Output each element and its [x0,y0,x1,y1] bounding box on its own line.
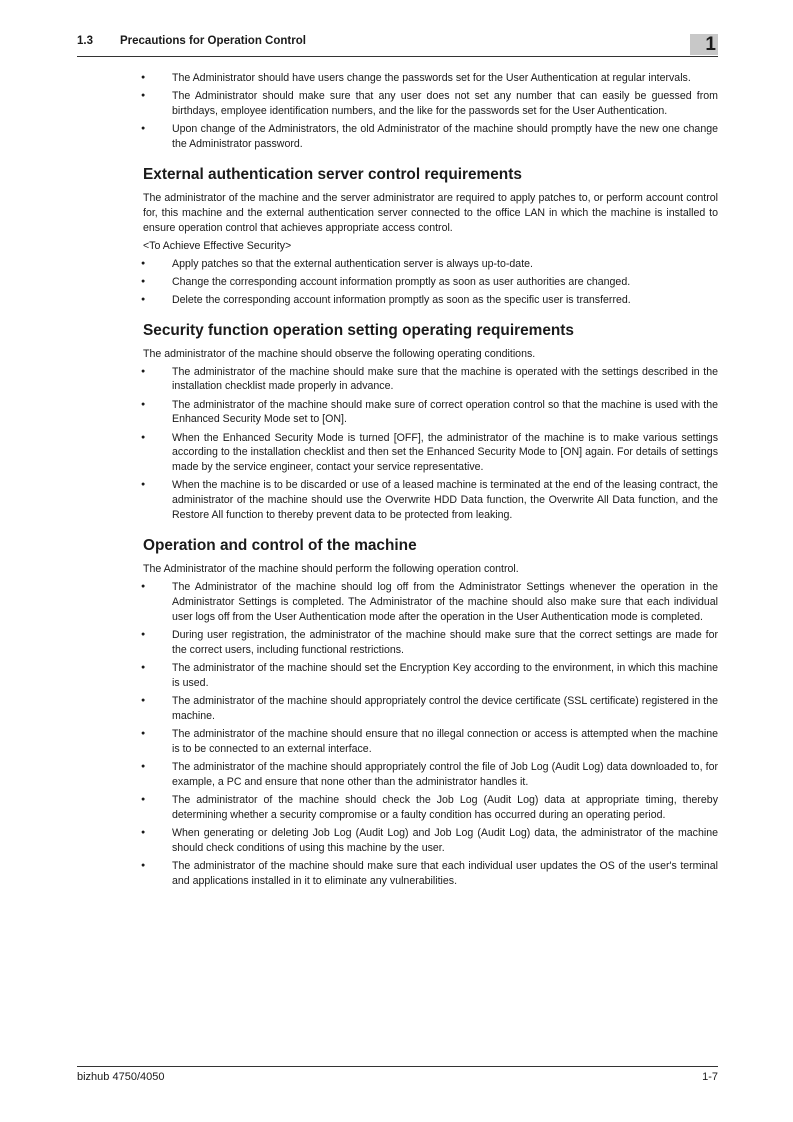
page-number: 1-7 [702,1071,718,1083]
list-item: ● The Administrator should have users change the passwords set for the User Authentication at regular intervals. [143,71,718,86]
list-item: ● Apply patches so that the external authentication server is always up-to-date. [143,257,718,272]
list-item: ● The administrator of the machine should appropriately control the file of Job Log (Audit Log) data downloaded to, for example, a PC and ensure that none other than the administrator handles it. [143,760,718,790]
section-heading: Security function operation setting operating requirements [143,321,574,339]
list-item: ● The administrator of the machine should check the Job Log (Audit Log) data at appropriate timing, thereby determining whether a security compromise or a faulty condition has occurred during an operating period. [143,793,718,823]
section-heading: External authentication server control requirements [143,165,522,183]
section-paragraph: The administrator of the machine and the server administrator are required to apply patches to, or perform account control for, this machine and the external authentication server connected to the office LAN in which the machine is installed to ensure operation control that achieves appropriate access control. [143,191,718,234]
list-item: ● The administrator of the machine should make sure that the machine is operated with the settings described in the installation checklist made properly in advance. [143,365,718,395]
chapter-tab: 1 [690,34,718,55]
list-item: ● Delete the corresponding account information promptly as soon as the specific user is transferred. [143,293,718,308]
list-item: ● The administrator of the machine should make sure of correct operation control so that the machine is used with the Enhanced Security Mode set to [ON]. [143,398,718,428]
intro-bullet-list [143,71,718,152]
section-number: 1.3 [77,35,93,47]
section-title: Precautions for Operation Control [120,35,306,47]
list-item: ● Change the corresponding account information promptly as soon as user authorities are changed. [143,275,718,290]
list-item: ● When the machine is to be discarded or use of a leased machine is terminated at the end of the leasing contract, the administrator of the machine should use the Overwrite HDD Data function, the Overwrite All Data function, and the Restore All function to thereby prevent data to be protected from leaking. [143,478,718,523]
list-item: ● The administrator of the machine should ensure that no illegal connection or access is attempted when the machine is to be connected to an external interface. [143,727,718,757]
section-paragraph: <To Achieve Effective Security> [143,239,292,252]
list-item: ● The administrator of the machine should appropriately control the device certificate (SSL certificate) registered in the machine. [143,694,718,724]
list-item: ● Upon change of the Administrators, the old Administrator of the machine should promptly have the new one change the Administrator password. [143,122,718,152]
section-paragraph: The administrator of the machine should observe the following operating conditions. [143,347,536,360]
list-item: ● When generating or deleting Job Log (Audit Log) and Job Log (Audit Log) data, the administrator of the machine should check conditions of using this machine by the user. [143,826,718,856]
page-header [77,34,718,57]
page-body [143,71,718,892]
section-bullet-list [143,580,718,889]
list-item: ● During user registration, the administrator of the machine should make sure that the correct settings are made for the correct users, including functional restrictions. [143,628,718,658]
page-footer [77,1066,718,1087]
section-bullet-list [143,365,718,524]
list-item: ● The Administrator should make sure that any user does not set any number that can easily be guessed from birthdays, employee identification numbers, and the like for the passwords set for the User Authentication. [143,89,718,119]
list-item: ● The administrator of the machine should make sure that each individual user updates the OS of the user's terminal and applications installed in it to eliminate any vulnerabilities. [143,859,718,889]
product-name: bizhub 4750/4050 [77,1071,165,1083]
list-item: ● When the Enhanced Security Mode is turned [OFF], the administrator of the machine is to make various settings according to the installation checklist and then set the Enhanced Security Mode to [ON] again. For details of settings made by the service engineer, contact your service representative. [143,431,718,476]
list-item: ● The Administrator of the machine should log off from the Administrator Settings whenever the operation in the Administrator Settings is completed. The Administrator of the machine should also make sure that each individual user logs off from the User Authentication mode after the operation in the User Authentication mode is completed. [143,580,718,625]
list-item: ● The administrator of the machine should set the Encryption Key according to the environment, in which this machine is used. [143,661,718,691]
section-bullet-list [143,257,718,308]
section-paragraph: The Administrator of the machine should perform the following operation control. [143,563,519,576]
section-heading: Operation and control of the machine [143,537,417,555]
